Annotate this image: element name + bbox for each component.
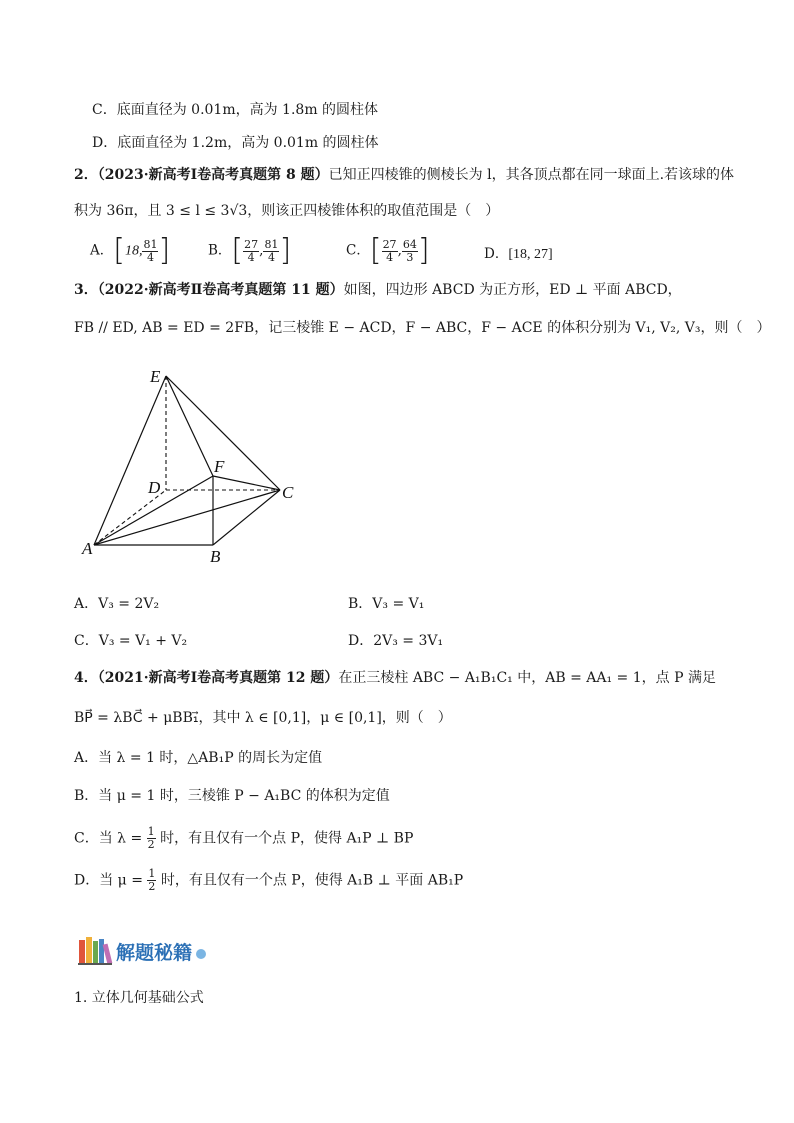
q3-number: 3． [74, 282, 98, 298]
edge-EF [166, 376, 213, 476]
edge-EA [94, 376, 166, 545]
q4-stem2: BP⃗ = λBC⃗ + μBB₁⃗，其中 λ ∈ [0,1]，μ ∈ [0,1]，则（ ） [74, 710, 452, 726]
q3-stem1: 如图，四边形 ABCD 为正方形，ED ⊥ 平面 ABCD， [343, 282, 682, 298]
q2-stem1: 已知正四棱锥的侧棱长为 l，其各顶点都在同一球面上.若该球的体 [328, 167, 735, 183]
q4-c-half: $\frac{1}{2}$ [147, 825, 155, 851]
q2-source: （2023·新高考Ⅰ卷高考真题第 8 题） [97, 167, 329, 183]
q2-choice-d-label: D． [484, 246, 509, 262]
label-B: B [210, 547, 221, 566]
q4-stem-line1 [74, 668, 716, 688]
section-heading [78, 936, 206, 966]
q2-choice-a-frac: $\frac{81}{4}$ [143, 237, 158, 264]
q1-choice-c: C．底面直径为 0.01m，高为 1.8m 的圆柱体 [92, 102, 379, 118]
q3-choice-b: B．V₃ = V₁ [348, 596, 425, 612]
q4-d-half: $\frac{1}{2}$ [148, 867, 156, 893]
q2-number: 2． [74, 167, 98, 183]
q2-choice-c: C．[ $\frac{27}{4}$ , $\frac{64}{3}$ ] [346, 233, 430, 268]
pyramid-figure [80, 362, 320, 572]
q3-choice-a: A．V₃ = 2V₂ [74, 596, 160, 612]
q2-choice-a-label: A． [90, 242, 114, 259]
q4-choice-d: D．当 μ = $\frac{1}{2}$ 时，有且仅有一个点 P，使得 A₁B ⊥ 平面 AB₁P [74, 867, 464, 893]
q4-choice-b: B．当 μ = 1 时，三棱锥 P − A₁BC 的体积为定值 [74, 788, 390, 804]
books-icon [78, 936, 116, 966]
label-E: E [150, 367, 161, 386]
q3-choice-d: D．2V₃ = 3V₁ [348, 633, 444, 649]
q4-number: 4． [74, 670, 98, 686]
q2-stem-line1 [74, 165, 734, 185]
label-C: C [282, 483, 294, 502]
section-item-1: 1. 立体几何基础公式 [74, 990, 204, 1006]
q4-source: （2021·新高考Ⅰ卷高考真题第 12 题） [97, 670, 339, 686]
q4-choice-a: A．当 λ = 1 时，△AB₁P 的周长为定值 [74, 750, 323, 766]
q3-stem2: FB // ED, AB = ED = 2FB，记三棱锥 E − ACD，F − ABC，F − ACE 的体积分别为 V₁, V₂, V₃，则（ ） [74, 320, 771, 336]
edge-FC [213, 476, 280, 490]
q2-choice-a: A．[18, $\frac{81}{4}$ ] [90, 233, 171, 268]
q2-choice-d-value: [18, 27] [508, 247, 553, 262]
q3-choice-c: C．V₃ = V₁ + V₂ [74, 633, 188, 649]
q3-stem-line1 [74, 280, 682, 300]
q2-choice-b-label: B． [208, 242, 232, 259]
q2-choice-a-left: 18, [124, 243, 143, 259]
q4-choice-c: C．当 λ = $\frac{1}{2}$ 时，有且仅有一个点 P，使得 A₁P ⊥ BP [74, 825, 414, 851]
dot-icon [196, 949, 206, 959]
q2-choice-c-label: C． [346, 242, 370, 259]
label-F: F [214, 457, 225, 476]
label-A: A [82, 539, 93, 558]
section-title: 解题秘籍 [116, 941, 193, 964]
edge-AD [94, 490, 166, 545]
edge-BC [213, 490, 280, 545]
edge-AC [94, 490, 280, 545]
q4-stem1: 在正三棱柱 ABC − A₁B₁C₁ 中，AB = AA₁ = 1，点 P 满足 [338, 670, 716, 686]
label-D: D [148, 478, 161, 497]
q2-stem2: 积为 36π，且 3 ≤ l ≤ 3√3，则该正四棱锥体积的取值范围是（ ） [74, 203, 500, 219]
q3-source: （2022·新高考Ⅱ卷高考真题第 11 题） [97, 282, 344, 298]
q1-choice-d: D．底面直径为 1.2m，高为 0.01m 的圆柱体 [92, 135, 379, 151]
q2-choice-b: B．[ $\frac{27}{4}$ , $\frac{81}{4}$ ] [208, 233, 292, 268]
q2-choice-d [484, 244, 553, 265]
